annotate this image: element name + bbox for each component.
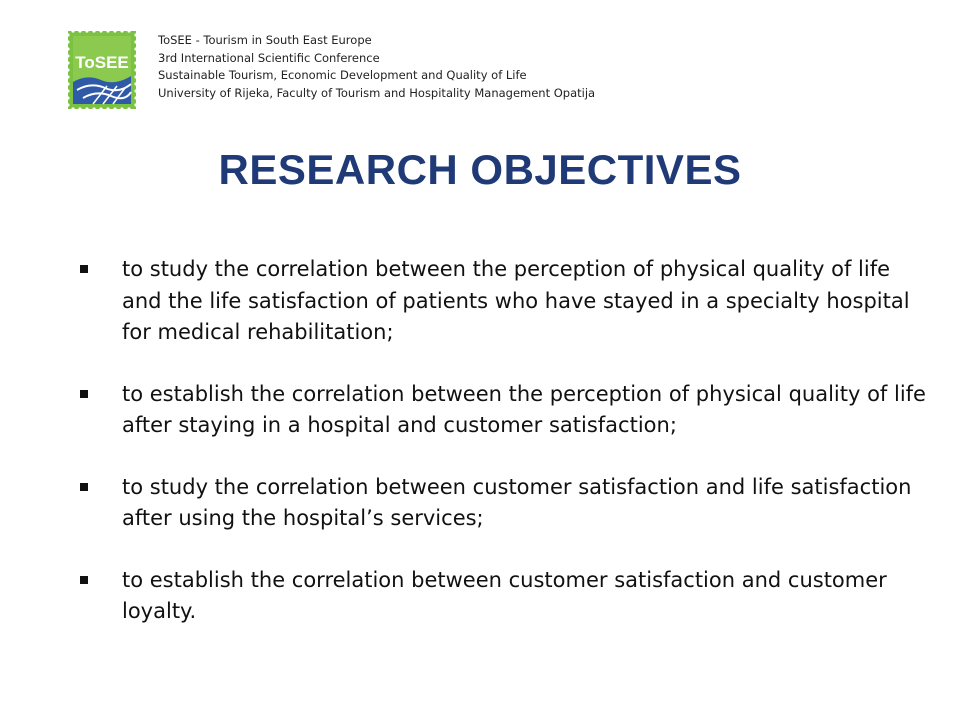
objective-text: to study the correlation between the perception of physical quality of life and the life satisfaction of patients who have stayed in a specialty hospital for medical rehabilitation; <box>122 257 910 344</box>
header-line-2: 3rd International Scientific Conference <box>158 50 380 65</box>
objective-item <box>76 379 936 442</box>
tosee-logo <box>67 30 137 110</box>
header-line-3: Sustainable Tourism, Economic Development and Quality of Life <box>158 68 527 82</box>
slide-title: RESEARCH OBJECTIVES <box>218 146 742 193</box>
square-bullet-icon <box>80 265 88 273</box>
objective-item <box>76 472 936 535</box>
logo-text: ToSEE <box>75 53 129 72</box>
objective-item <box>76 565 936 628</box>
square-bullet-icon <box>80 483 88 491</box>
conference-header <box>158 32 595 102</box>
objective-text: to establish the correlation between customer satisfaction and customer loyalty. <box>122 567 887 623</box>
header-line-4: University of Rijeka, Faculty of Tourism and Hospitality Management Opatija <box>158 85 596 100</box>
objective-text: to establish the correlation between the perception of physical quality of life after staying in a hospital and customer satisfaction; <box>122 381 926 437</box>
objectives-list <box>76 254 936 658</box>
objective-text: to study the correlation between customer satisfaction and life satisfaction after using the hospital’s services; <box>122 474 912 530</box>
square-bullet-icon <box>80 390 88 398</box>
square-bullet-icon <box>80 576 88 584</box>
header-line-1: ToSEE - Tourism in South East Europe <box>158 33 372 47</box>
objective-item <box>76 254 936 349</box>
